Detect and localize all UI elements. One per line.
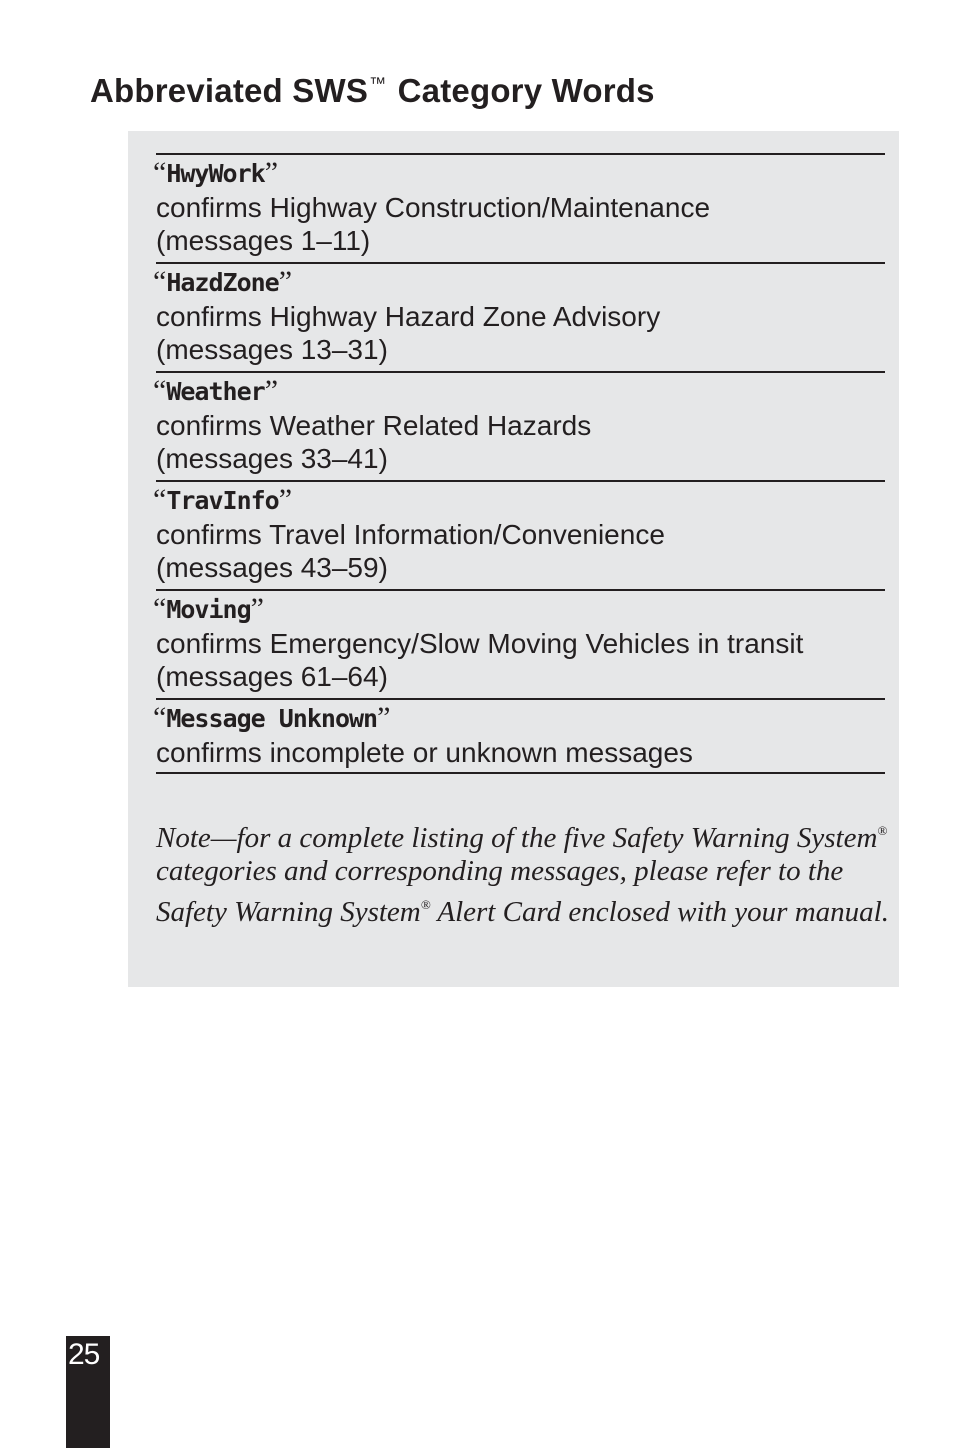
trademark-symbol: ™ <box>369 74 387 93</box>
lcd-word: Weather <box>166 377 265 406</box>
lcd-word: Message Unknown <box>166 704 378 733</box>
description-line: confirms Travel Information/Convenience <box>156 519 665 550</box>
category-entry-moving <box>153 591 885 700</box>
message-range: (messages 33–41) <box>156 443 388 474</box>
lcd-word: Moving <box>166 595 251 624</box>
open-quote: “ <box>153 156 167 189</box>
open-quote: “ <box>153 701 167 734</box>
category-description <box>156 518 885 584</box>
category-words-panel <box>128 131 899 987</box>
category-word <box>153 375 278 408</box>
description-line: confirms Weather Related Hazards <box>156 410 592 441</box>
description-line: confirms Highway Hazard Zone Advisory <box>156 301 661 332</box>
title-main: Abbreviated SWS <box>90 72 369 109</box>
category-word-list <box>153 153 885 774</box>
lcd-word: TravInfo <box>166 486 279 515</box>
open-quote: “ <box>153 265 167 298</box>
category-word <box>153 266 292 299</box>
message-range: (messages 1–11) <box>156 225 371 256</box>
category-description <box>156 300 885 366</box>
open-quote: “ <box>153 483 167 516</box>
category-description <box>156 409 885 475</box>
lcd-word: HwyWork <box>166 159 265 188</box>
description-line: confirms incomplete or unknown messages <box>156 737 693 768</box>
category-description <box>156 191 885 257</box>
category-word <box>153 702 390 735</box>
description-line: confirms Highway Construction/Maintenance <box>156 192 711 223</box>
note-paragraph <box>156 814 891 929</box>
registered-symbol: ® <box>420 897 431 912</box>
message-range: (messages 43–59) <box>156 552 388 583</box>
open-quote: “ <box>153 374 167 407</box>
category-entry-hwywork <box>153 155 885 264</box>
note-text-1: Note—for a complete listing of the five Safety Warning System <box>156 822 878 854</box>
close-quote: ” <box>278 265 293 298</box>
category-entry-weather <box>153 373 885 482</box>
registered-symbol: ® <box>877 823 888 838</box>
note-text-2: categories and corresponding messages, please refer to the Safety Warning System <box>156 855 844 928</box>
category-entry-travinfo <box>153 482 885 591</box>
open-quote: “ <box>153 592 167 625</box>
category-entry-hazdzone <box>153 264 885 373</box>
category-word <box>153 157 278 190</box>
close-quote: ” <box>278 483 293 516</box>
description-line: confirms Emergency/Slow Moving Vehicles in transit <box>156 628 804 659</box>
close-quote: ” <box>250 592 264 625</box>
message-range: (messages 61–64) <box>156 661 388 692</box>
lcd-word: HazdZone <box>166 268 279 297</box>
close-quote: ” <box>264 374 279 407</box>
page-number-tab <box>66 1336 110 1448</box>
category-description <box>156 627 885 693</box>
note-text-3: Alert Card enclosed with your manual. <box>437 896 889 928</box>
title-rest: Category Words <box>397 72 655 109</box>
category-description <box>156 736 885 769</box>
category-entry-message-unknown <box>153 700 885 774</box>
close-quote: ” <box>377 701 391 734</box>
message-range: (messages 13–31) <box>156 334 388 365</box>
close-quote: ” <box>264 156 279 189</box>
category-word <box>153 593 264 626</box>
category-word <box>153 484 292 517</box>
page-number: 25 <box>68 1338 100 1371</box>
page-title <box>90 72 655 110</box>
